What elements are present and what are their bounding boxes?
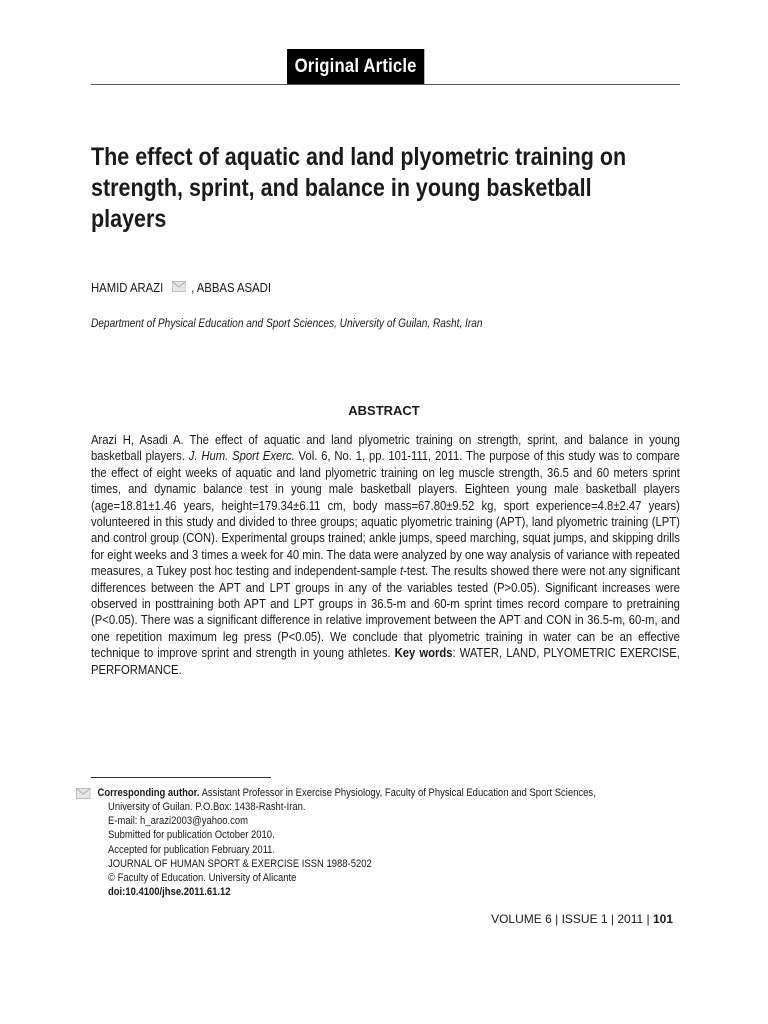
author-first[interactable]: HAMID ARAZI <box>91 280 164 295</box>
article-type-label: Original Article <box>294 56 417 77</box>
volume-issue-year: VOLUME 6 | ISSUE 1 | 2011 | <box>491 912 653 926</box>
keywords: : WATER, LAND, PLYOMETRIC EXERCISE, PERFORMANCE. <box>91 645 680 677</box>
envelope-icon[interactable] <box>172 280 186 295</box>
journal-name: J. Hum. Sport Exerc. <box>188 448 295 464</box>
email-line[interactable]: E-mail: h_arazi2003@yahoo.com <box>108 815 249 828</box>
corresponding-detail: Assistant Professor in Exercise Physiology, Faculty of Physical Education and Sport Sciences, <box>199 787 596 799</box>
abstract-heading: ABSTRACT <box>348 403 420 418</box>
t-test-letter: t <box>399 563 404 579</box>
doi-line[interactable]: doi:10.4100/jhse.2011.61.12 <box>108 886 231 899</box>
article-type-badge <box>287 49 424 85</box>
page-number: 101 <box>652 912 673 926</box>
author-second[interactable]: , ABBAS ASADI <box>191 280 271 295</box>
corresponding-author-text <box>98 786 596 800</box>
copyright-line: © Faculty of Education. University of Alicante <box>108 872 297 885</box>
accepted-line: Accepted for publication February 2011. <box>108 843 276 856</box>
affiliation: Department of Physical Education and Sport Sciences, University of Guilan, Rasht, Iran <box>91 318 483 330</box>
submitted-line: Submitted for publication October 2010. <box>108 829 275 842</box>
address-line: University of Guilan. P.O.Box: 1438-Rasht-Iran. <box>108 801 306 813</box>
corresponding-label: Corresponding author. <box>97 787 200 799</box>
header-divider <box>91 84 680 85</box>
page-footer <box>491 912 673 926</box>
envelope-icon <box>76 788 91 803</box>
footnote-divider <box>91 777 271 778</box>
abstract-text: Vol. 6, No. 1, pp. 101-111, 2011. The purpose of this study was to compare the effect of eight weeks of aquatic and land plyometric training on leg muscle strength, 36.5 and 60 meters sprint times, and dynamic balance test in young male basketball players. Eighteen young male basketball players (age=18.81±1.46 years, height=179.34±6.11 cm, body mass=67.80±9.52 kg, sport experience=4.8±2.47 years) volunteered in this study and divided to three groups; aquatic plyometric training (APT), land plyometric training (LPT) and control group (CON). Experimental groups trained; ankle jumps, speed marching, squat jumps, and skipping drills for eight weeks and 3 times a week for 40 min. The data were analyzed by one way analysis of variance with repeated measures, a Tukey post hoc testing and independent-sample <box>91 448 680 579</box>
journal-issn-line: JOURNAL OF HUMAN SPORT & EXERCISE ISSN 1988-5202 <box>108 857 372 870</box>
author-line <box>91 280 271 295</box>
abstract-citation: Arazi H, Asadi A. The effect of aquatic and land plyometric training on strength, sprint, and balance in young basketball players. <box>91 432 680 464</box>
abstract-text-continued: -test. The results showed there were not any significant differences between the APT and LPT groups in any of the variables tested (P>0.05). Significant increases were observed in posttraining both APT and LPT groups in 36.5-m and 60-m sprint times record compare to pretraining (P<0.05). There was a significant difference in relative improvement between the APT and CON in 36.5-m, 60-m, and one repetition maximum leg press (P<0.05). We conclude that plyometric training in water can be an effective technique to improve sprint and strength in young athletes. <box>91 563 680 661</box>
footnote-lines <box>108 800 710 899</box>
article-title: The effect of aquatic and land plyometric training on strength, sprint, and balance in young basketball players <box>91 143 627 233</box>
keywords-label: Key words <box>394 645 453 661</box>
abstract-body <box>91 432 680 678</box>
footnote <box>76 786 768 899</box>
